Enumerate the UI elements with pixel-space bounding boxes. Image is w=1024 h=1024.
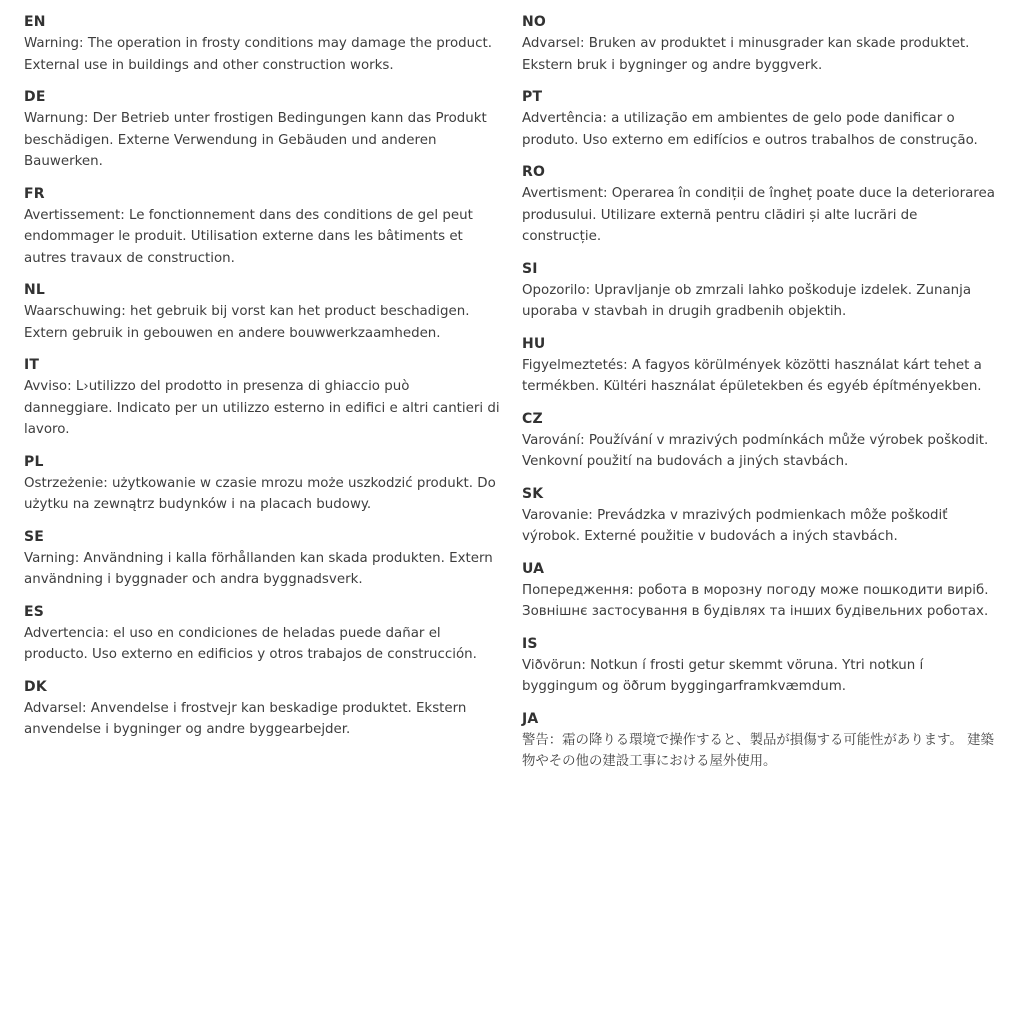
- language-section-cz: [522, 411, 998, 473]
- warning-text: Avertissement: Le fonctionnement dans des conditions de gel peut endommager le produit. Utilisation externe dans les bâtiments et autres travaux de construction.: [24, 207, 473, 266]
- language-section-it: [24, 357, 500, 441]
- language-section-ua: [522, 561, 998, 623]
- language-section-nl: [24, 282, 500, 344]
- language-section-fr: [24, 186, 500, 270]
- warning-text: Warnung: Der Betrieb unter frostigen Bedingungen kann das Produkt beschädigen. Externe Verwendung in Gebäuden und anderen Bauwerken.: [24, 111, 487, 169]
- language-section-en: [24, 14, 500, 76]
- warning-text: Avviso: L›utilizzo del prodotto in presenza di ghiaccio può danneggiare. Indicato per un utilizzo esterno in edifici e altri cantieri di lavoro.: [24, 379, 500, 437]
- warning-text: Advarsel: Bruken av produktet i minusgrader kan skade produktet. Ekstern bruk i bygninger og andre byggverk.: [522, 36, 970, 73]
- warning-text: Advarsel: Anvendelse i frostvejr kan beskadige produktet. Ekstern anvendelse i bygninger og andre byggearbejder.: [24, 700, 467, 737]
- warning-text: Figyelmeztetés: A fagyos körülmények közötti használat kárt tehet a termékben. Kültéri használat épületekben és egyéb építményekben.: [522, 357, 982, 394]
- warning-text: Попередження: робота в морозну погоду може пошкодити виріб. Зовнішнє застосування в будівлях та інших будівельних роботах.: [522, 582, 989, 619]
- language-section-se: [24, 529, 500, 591]
- warning-text: Advertencia: el uso en condiciones de heladas puede dañar el producto. Uso externo en edificios y otros trabajos de construcción.: [24, 625, 477, 662]
- warning-text: Ostrzeżenie: użytkowanie w czasie mrozu może uszkodzić produkt. Do użytku na zewnątrz budynków i na placach budowy.: [24, 475, 496, 512]
- warning-text: Opozorilo: Upravljanje ob zmrzali lahko poškoduje izdelek. Zunanja uporaba v stavbah in drugih gradbenih objektih.: [522, 282, 972, 319]
- language-code: SK: [522, 485, 544, 502]
- language-section-no: [522, 14, 998, 76]
- warning-text: Waarschuwing: het gebruik bij vorst kan het product beschadigen. Extern gebruik in gebouwen en andere bouwwerkzaamheden.: [24, 304, 470, 341]
- warning-text: Avertisment: Operarea în condiții de îngheț poate duce la deteriorarea produsului. Utilizare externă pentru clădiri și alte lucrări de construcție.: [522, 186, 995, 244]
- language-section-is: [522, 636, 998, 698]
- language-code: PT: [522, 89, 543, 105]
- language-section-ro: [522, 164, 998, 248]
- language-code: PL: [24, 453, 44, 470]
- language-code: IT: [24, 357, 40, 373]
- language-section-si: [522, 261, 998, 323]
- language-code: NO: [522, 14, 547, 30]
- language-code: HU: [522, 335, 546, 352]
- language-code: SE: [24, 528, 45, 545]
- language-section-pl: [24, 454, 500, 516]
- warning-text: Viðvörun: Notkun í frosti getur skemmt vöruna. Ytri notkun í byggingum og öðrum byggingarframkvæmdum.: [522, 657, 924, 694]
- warning-text: Varování: Používání v mrazivých podmínkách může výrobek poškodit. Venkovní použití na budovách a jiných stavbách.: [522, 432, 989, 469]
- language-code: DK: [24, 678, 47, 695]
- language-section-sk: [522, 486, 998, 548]
- language-section-es: [24, 604, 500, 666]
- warning-text: 警告：霜の降りる環境で操作すると、製品が損傷する可能性があります。 建築物やその他の建設工事における屋外使用。: [522, 732, 994, 769]
- language-code: EN: [24, 14, 46, 30]
- language-code: UA: [522, 560, 545, 577]
- warning-text: Varovanie: Prevádzka v mrazivých podmienkach môže poškodiť výrobok. Externé použitie v budovách a iných stavbách.: [522, 507, 948, 544]
- language-code: SI: [522, 260, 538, 277]
- language-code: FR: [24, 185, 45, 202]
- right-column: [522, 6, 998, 779]
- language-section-hu: [522, 336, 998, 398]
- left-column: [24, 6, 500, 779]
- language-section-de: [24, 89, 500, 173]
- language-code: ES: [24, 603, 45, 620]
- language-code: DE: [24, 89, 46, 105]
- language-section-dk: [24, 679, 500, 741]
- language-code: IS: [522, 635, 538, 652]
- language-code: JA: [522, 710, 539, 727]
- language-code: CZ: [522, 410, 543, 427]
- language-section-ja: [522, 711, 998, 773]
- language-section-pt: [522, 89, 998, 151]
- language-code: RO: [522, 164, 546, 180]
- warning-text: Warning: The operation in frosty conditions may damage the product. External use in buildings and other construction works.: [24, 36, 493, 73]
- language-code: NL: [24, 282, 46, 298]
- warning-text: Varning: Användning i kalla förhållanden kan skada produkten. Extern användning i byggnader och andra byggnadsverk.: [24, 550, 493, 587]
- warning-text: Advertência: a utilização em ambientes de gelo pode danificar o produto. Uso externo em edifícios e outros trabalhos de construção.: [522, 111, 978, 148]
